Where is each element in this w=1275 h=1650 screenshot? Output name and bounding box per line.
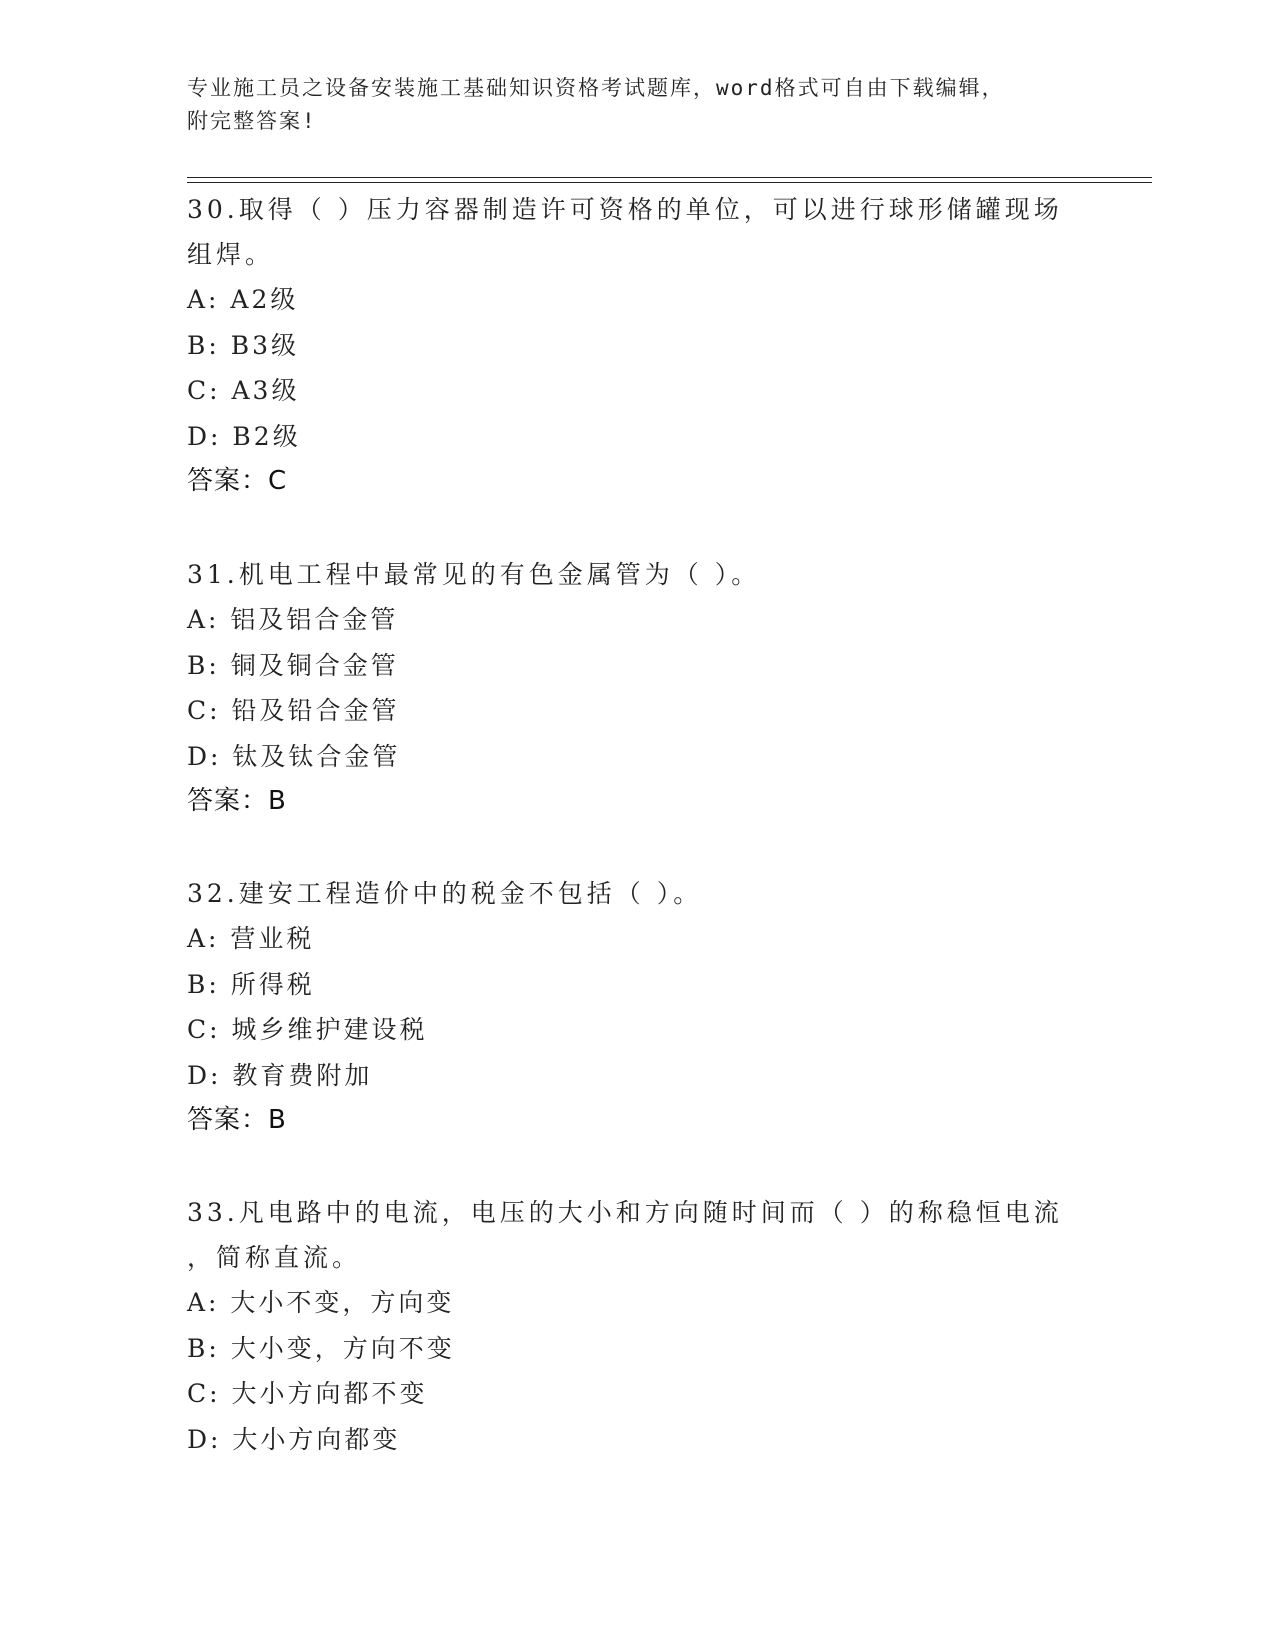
header-line-1: 专业施工员之设备安装施工基础知识资格考试题库，word格式可自由下载编辑， xyxy=(187,76,1005,100)
option-d: D: 教育费附加 xyxy=(187,1060,373,1090)
question-stem: 31.机电工程中最常见的有色金属管为（ ）。 xyxy=(187,560,761,589)
option-c: C: 铅及铅合金管 xyxy=(187,696,400,725)
option-c: C: 城乡维护建设税 xyxy=(187,1015,428,1044)
question-stem: 32.建安工程造价中的税金不包括（ ）。 xyxy=(187,879,703,908)
option-b: B: 大小变，方向不变 xyxy=(187,1333,455,1363)
question-33 xyxy=(187,1190,1087,1462)
option-a: A: A2级 xyxy=(187,285,299,314)
option-a: A: 大小不变，方向变 xyxy=(187,1288,455,1317)
question-30 xyxy=(187,187,1087,504)
question-32 xyxy=(187,871,1087,1143)
option-d: D: B2级 xyxy=(187,421,301,451)
option-b: B: 所得税 xyxy=(187,969,315,999)
answer: 答案：C xyxy=(187,466,288,496)
option-b: B: 铜及铜合金管 xyxy=(187,650,399,680)
question-stem: 33.凡电路中的电流，电压的大小和方向随时间而（ ）的称稳恒电流 xyxy=(187,1198,1063,1227)
question-stem: 30.取得（ ）压力容器制造许可资格的单位，可以进行球形储罐现场 xyxy=(187,195,1063,224)
document-header xyxy=(187,72,1067,138)
option-c: C: A3级 xyxy=(187,376,300,405)
answer: 答案：B xyxy=(187,1105,287,1135)
option-c: C: 大小方向都不变 xyxy=(187,1379,428,1408)
question-stem-continued: ，简称直流。 xyxy=(187,1243,362,1272)
header-divider-bottom xyxy=(187,182,1152,183)
question-stem-continued: 组焊。 xyxy=(187,240,275,269)
option-d: D: 钛及钛合金管 xyxy=(187,741,401,771)
option-b: B: B3级 xyxy=(187,330,300,360)
option-a: A: 营业税 xyxy=(187,924,315,953)
header-divider-top xyxy=(187,177,1152,178)
answer: 答案：B xyxy=(187,786,287,816)
option-d: D: 大小方向都变 xyxy=(187,1424,401,1454)
question-31 xyxy=(187,552,1087,824)
header-line-2: 附完整答案! xyxy=(187,109,317,133)
option-a: A: 铝及铝合金管 xyxy=(187,605,399,634)
